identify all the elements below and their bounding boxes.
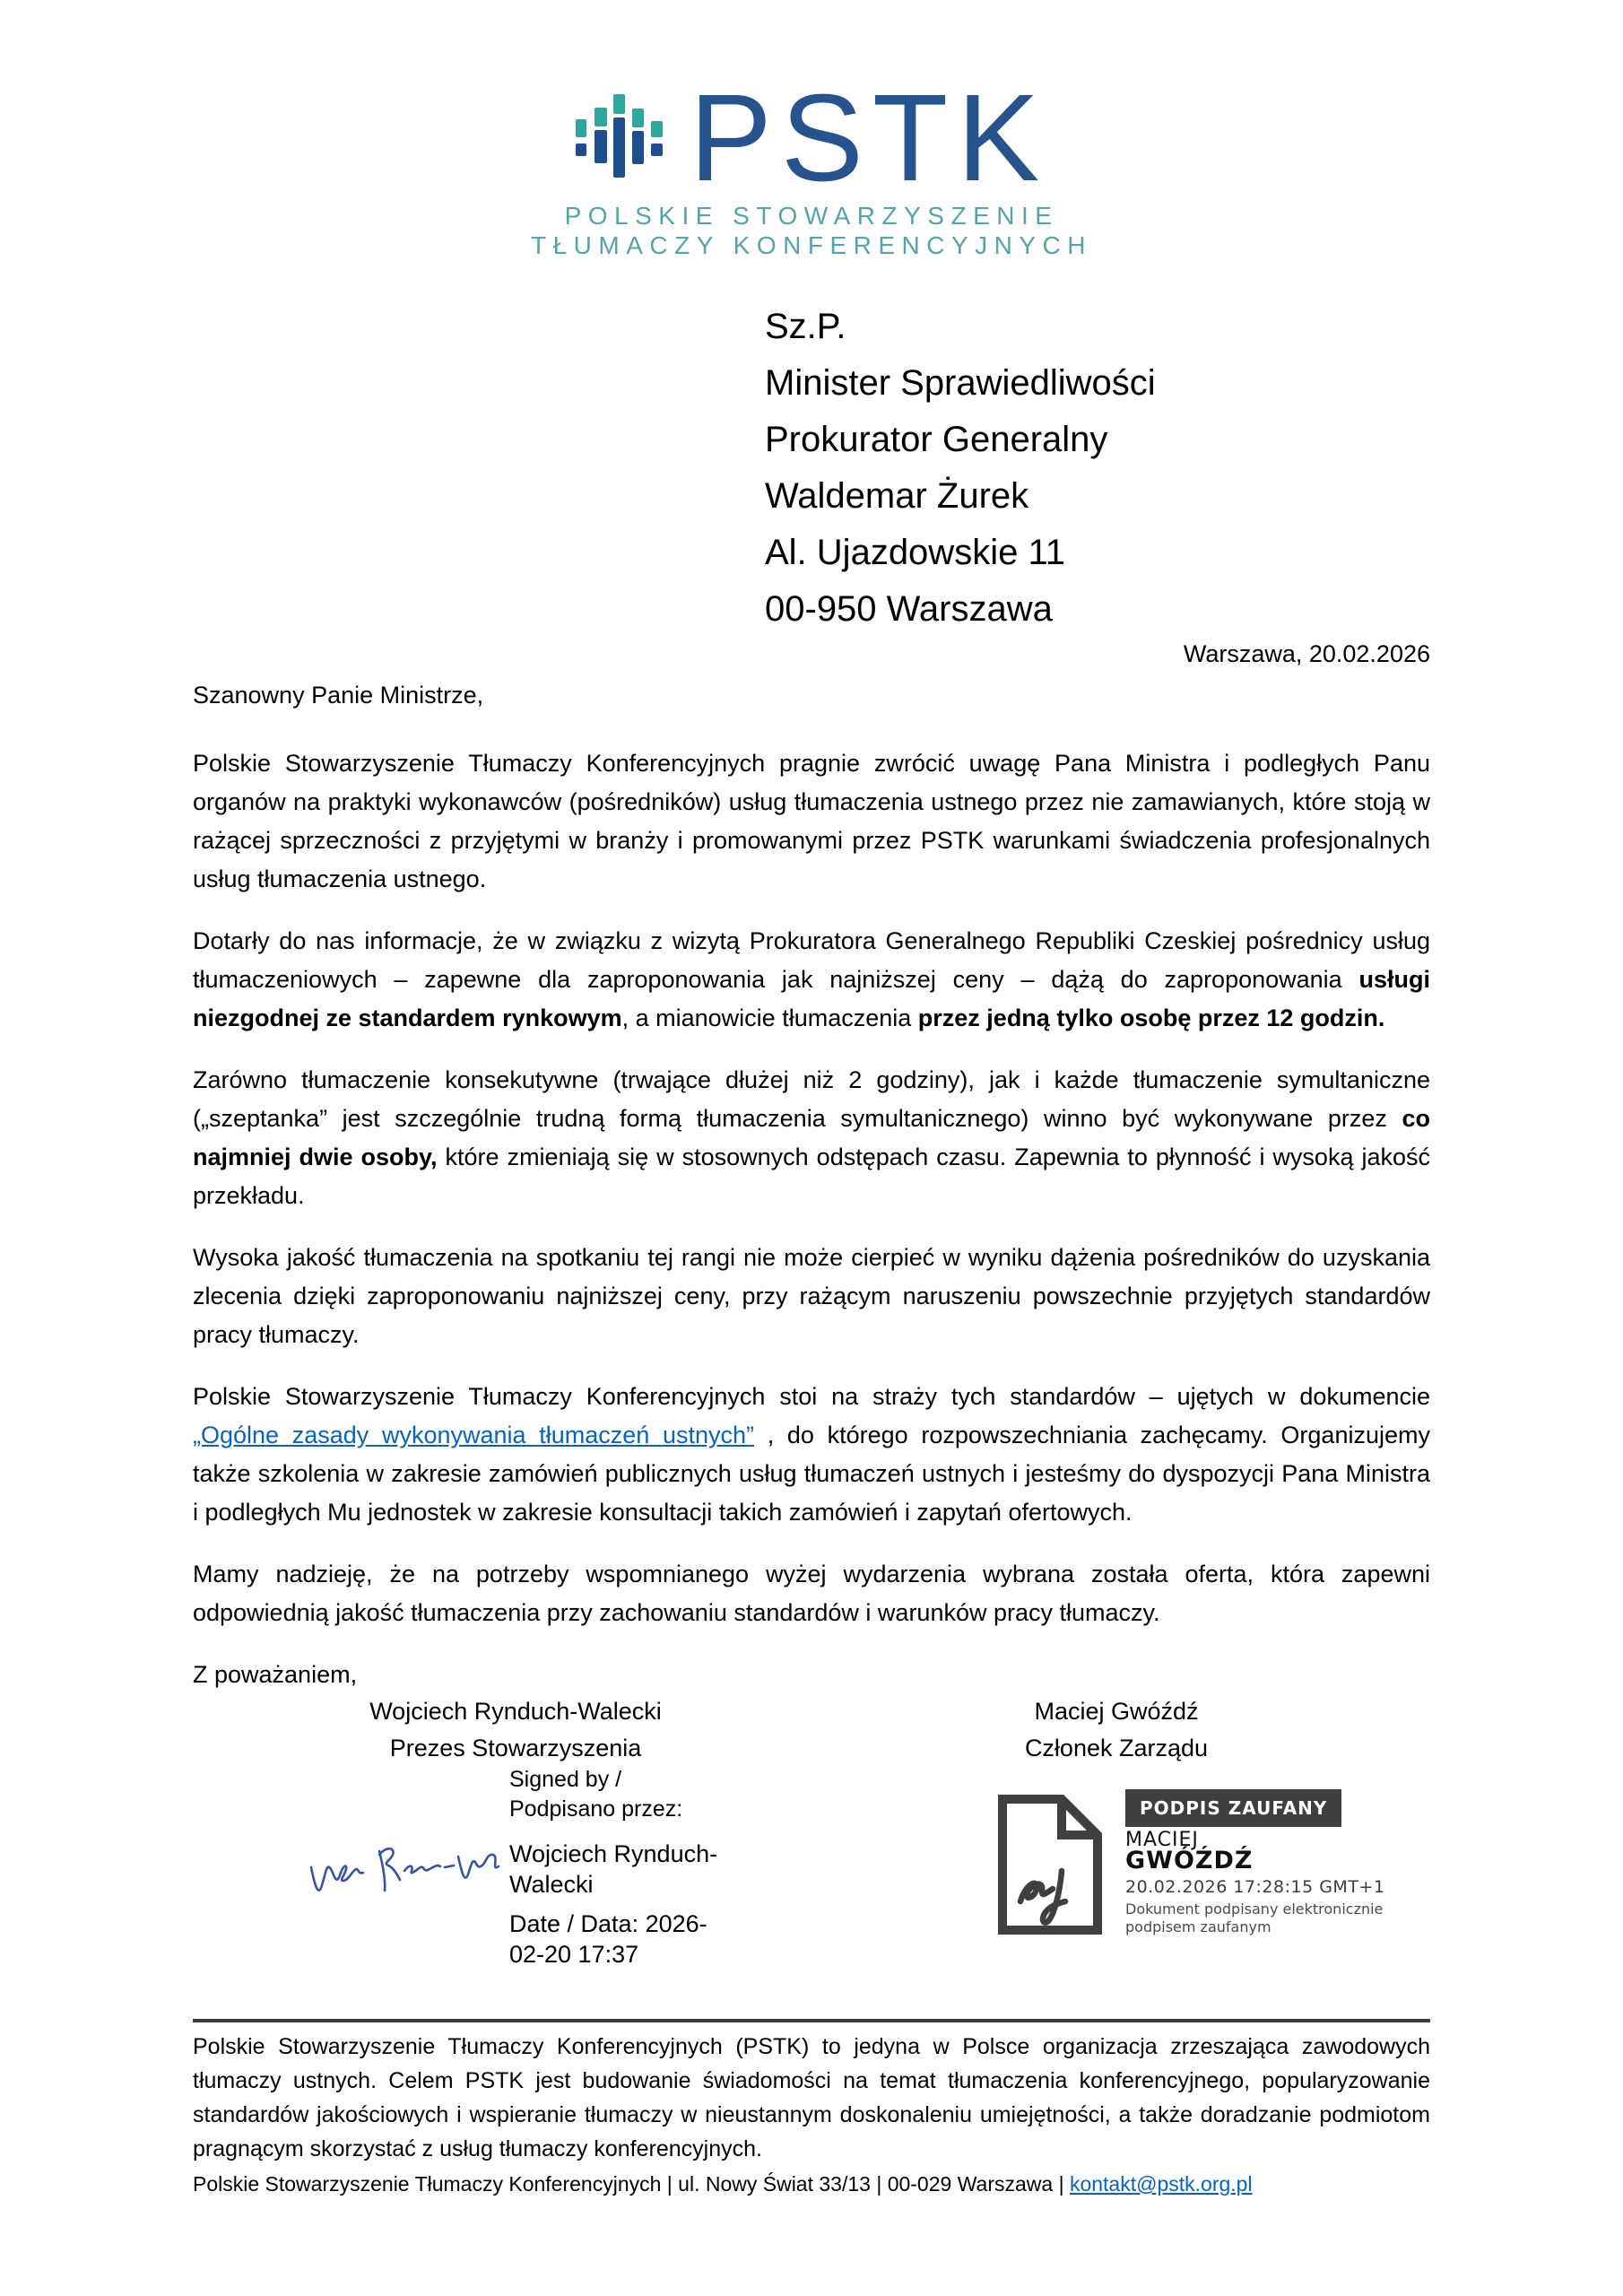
stamp-timestamp: 20.02.2026 17:28:15 GMT+1 bbox=[1125, 1877, 1385, 1897]
p3-text: które zmieniają się w stosownych odstępach czasu. Zapewnia to płynność i wysoką jakość przekładu. bbox=[193, 1144, 1430, 1209]
stamp-first-name: MACIEJ bbox=[1125, 1829, 1199, 1851]
logo-subtitle-line1: POLSKIE STOWARZYSZENIE bbox=[564, 202, 1059, 230]
body-paragraph-4: Wysoka jakość tłumaczenia na spotkaniu tej rangi nie może cierpieć w wyniku dążenia pośredników do uzyskania zlecenia dzięki zaproponowaniu najniższej ceny, przy rażącym naruszeniu powszechnie przyjętych standardów pracy tłumaczy. bbox=[193, 1244, 1430, 1348]
body-paragraph-3 bbox=[193, 1061, 1430, 1215]
footer-about-text: Polskie Stowarzyszenie Tłumaczy Konferencyjnych (PSTK) to jedyna w Polsce organizacja zrzeszająca zawodowych tłumaczy ustnych. Celem PSTK jest budowanie świadomości na temat tłumaczenia konferencyjnego, popularyzowanie standardów jakościowych i wspieranie tłumaczy w nieustannym doskonaleniu umiejętności, a także doradzanie podmiotom pragnącym skorzystać z usług tłumaczy konferencyjnych. bbox=[193, 2034, 1430, 2161]
p2-bold-one-person: przez jedną tylko osobę przez 12 godzin. bbox=[917, 1004, 1385, 1031]
p3-text: Zarówno tłumaczenie konsekutywne (trwające dłużej niż 2 godziny), jak i każde tłumaczenie symultaniczne („szeptanka” jest szczególnie trudną formą tłumaczenia symultanicznego) winno być wykonywane przez bbox=[193, 1066, 1430, 1132]
body-paragraph-6: Mamy nadzieję, że na potrzeby wspomnianego wyżej wydarzenia wybrana została oferta, która zapewni odpowiednią jakość tłumaczenia przy zachowaniu standardów i warunków pracy tłumaczy. bbox=[193, 1561, 1430, 1626]
pstk-logo bbox=[0, 69, 1623, 207]
logo-acronym: PSTK bbox=[689, 69, 1049, 207]
recipient-line: Al. Ujazdowskie 11 bbox=[765, 533, 1065, 572]
recipient-line: Prokurator Generalny bbox=[765, 420, 1108, 459]
podpis-zaufany-badge: PODPIS ZAUFANY bbox=[1125, 1789, 1341, 1827]
footer-contact-line bbox=[193, 2172, 1430, 2196]
handwritten-signature bbox=[303, 1830, 502, 1919]
place-date-line: Warszawa, 20.02.2026 bbox=[1183, 640, 1430, 667]
logo-subtitle bbox=[0, 201, 1623, 260]
signer-left-title: Prezes Stowarzyszenia bbox=[389, 1735, 642, 1761]
signer-right-name: Maciej Gwóźdź bbox=[1034, 1698, 1199, 1725]
stamp-last-name: GWÓŹDŹ bbox=[1125, 1847, 1254, 1874]
signed-document-icon bbox=[995, 1794, 1105, 1935]
rules-document-link[interactable]: „Ogólne zasady wykonywania tłumaczeń ustnych” bbox=[193, 1422, 755, 1448]
p5-text: , do którego rozpowszechniania zachęcamy. Organizujemy także szkolenia w zakresie zamówień publicznych usług tłumaczeń ustnych i jesteśmy do dyspozycji Pana Ministra i podległych Mu jednostek w zakresie konsultacji takich zamówień i zapytań ofertowych. bbox=[193, 1422, 1430, 1526]
recipient-line: 00-950 Warszawa bbox=[765, 589, 1053, 629]
signed-by-line2: Podpisano przez: bbox=[509, 1796, 683, 1822]
body-paragraph-2 bbox=[193, 922, 1430, 1038]
closing-phrase: Z poważaniem, bbox=[193, 1661, 358, 1688]
signed-name-text: Wojciech Rynduch-Walecki bbox=[509, 1840, 718, 1898]
p2-text: , a mianowicie tłumaczenia bbox=[621, 1004, 918, 1031]
stamp-note: Dokument podpisany elektronicznie podpisem zaufanym bbox=[1125, 1900, 1384, 1935]
footer-contact-text: Polskie Stowarzyszenie Tłumaczy Konferencyjnych | ul. Nowy Świat 33/13 | 00-029 Warszawa | bbox=[193, 2172, 1070, 2196]
body-paragraph-5 bbox=[193, 1378, 1430, 1532]
recipient-line: Sz.P. bbox=[765, 307, 846, 346]
pstk-logo-equalizer-icon bbox=[575, 94, 664, 182]
p2-text: Dotarły do nas informacje, że w związku z wizytą Prokuratora Generalnego Republiki Czeskiej pośrednicy usług tłumaczeniowych – zapewne dla zaproponowania jak najniższej ceny – dążą do zaproponowania bbox=[193, 927, 1430, 993]
salutation: Szanowny Panie Ministrze, bbox=[193, 682, 484, 709]
contact-email-link[interactable]: kontakt@pstk.org.pl bbox=[1069, 2172, 1253, 2196]
p3-bold-two-persons: co najmniej dwie osoby, bbox=[193, 1105, 1430, 1170]
signer-right-title: Członek Zarządu bbox=[1024, 1735, 1209, 1761]
recipient-address bbox=[765, 299, 1156, 638]
signed-by-line1: Signed by / bbox=[509, 1767, 622, 1792]
trusted-signature-stamp bbox=[995, 1787, 1444, 1949]
body-paragraph-1: Polskie Stowarzyszenie Tłumaczy Konferencyjnych pragnie zwrócić uwagę Pana Ministra i podległych Panu organów na praktyki wykonawców (pośredników) usług tłumaczenia ustnego przez nie zamawianych, które stoją w rażącej sprzeczności z przyjętymi w branży i promowanymi przez PSTK warunkami świadczenia profesjonalnych usług tłumaczenia ustnego. bbox=[193, 750, 1430, 892]
signed-date-text: Date / Data: 2026-02-20 17:37 bbox=[509, 1910, 707, 1968]
p5-text: Polskie Stowarzyszenie Tłumaczy Konferencyjnych stoi na straży tych standardów – ujętych w dokumencie bbox=[193, 1383, 1430, 1410]
logo-subtitle-line2: TŁUMACZY KONFERENCYJNYCH bbox=[531, 231, 1092, 259]
recipient-line: Minister Sprawiedliwości bbox=[765, 363, 1156, 403]
recipient-line: Waldemar Żurek bbox=[765, 476, 1029, 516]
footer-divider bbox=[193, 2019, 1430, 2022]
signer-left-name: Wojciech Rynduch-Walecki bbox=[369, 1698, 662, 1725]
letter-body bbox=[193, 744, 1430, 1718]
signed-by-label bbox=[509, 1765, 742, 1824]
p2-bold-market-standard: usługi niezgodnej ze standardem rynkowym bbox=[193, 966, 1430, 1031]
